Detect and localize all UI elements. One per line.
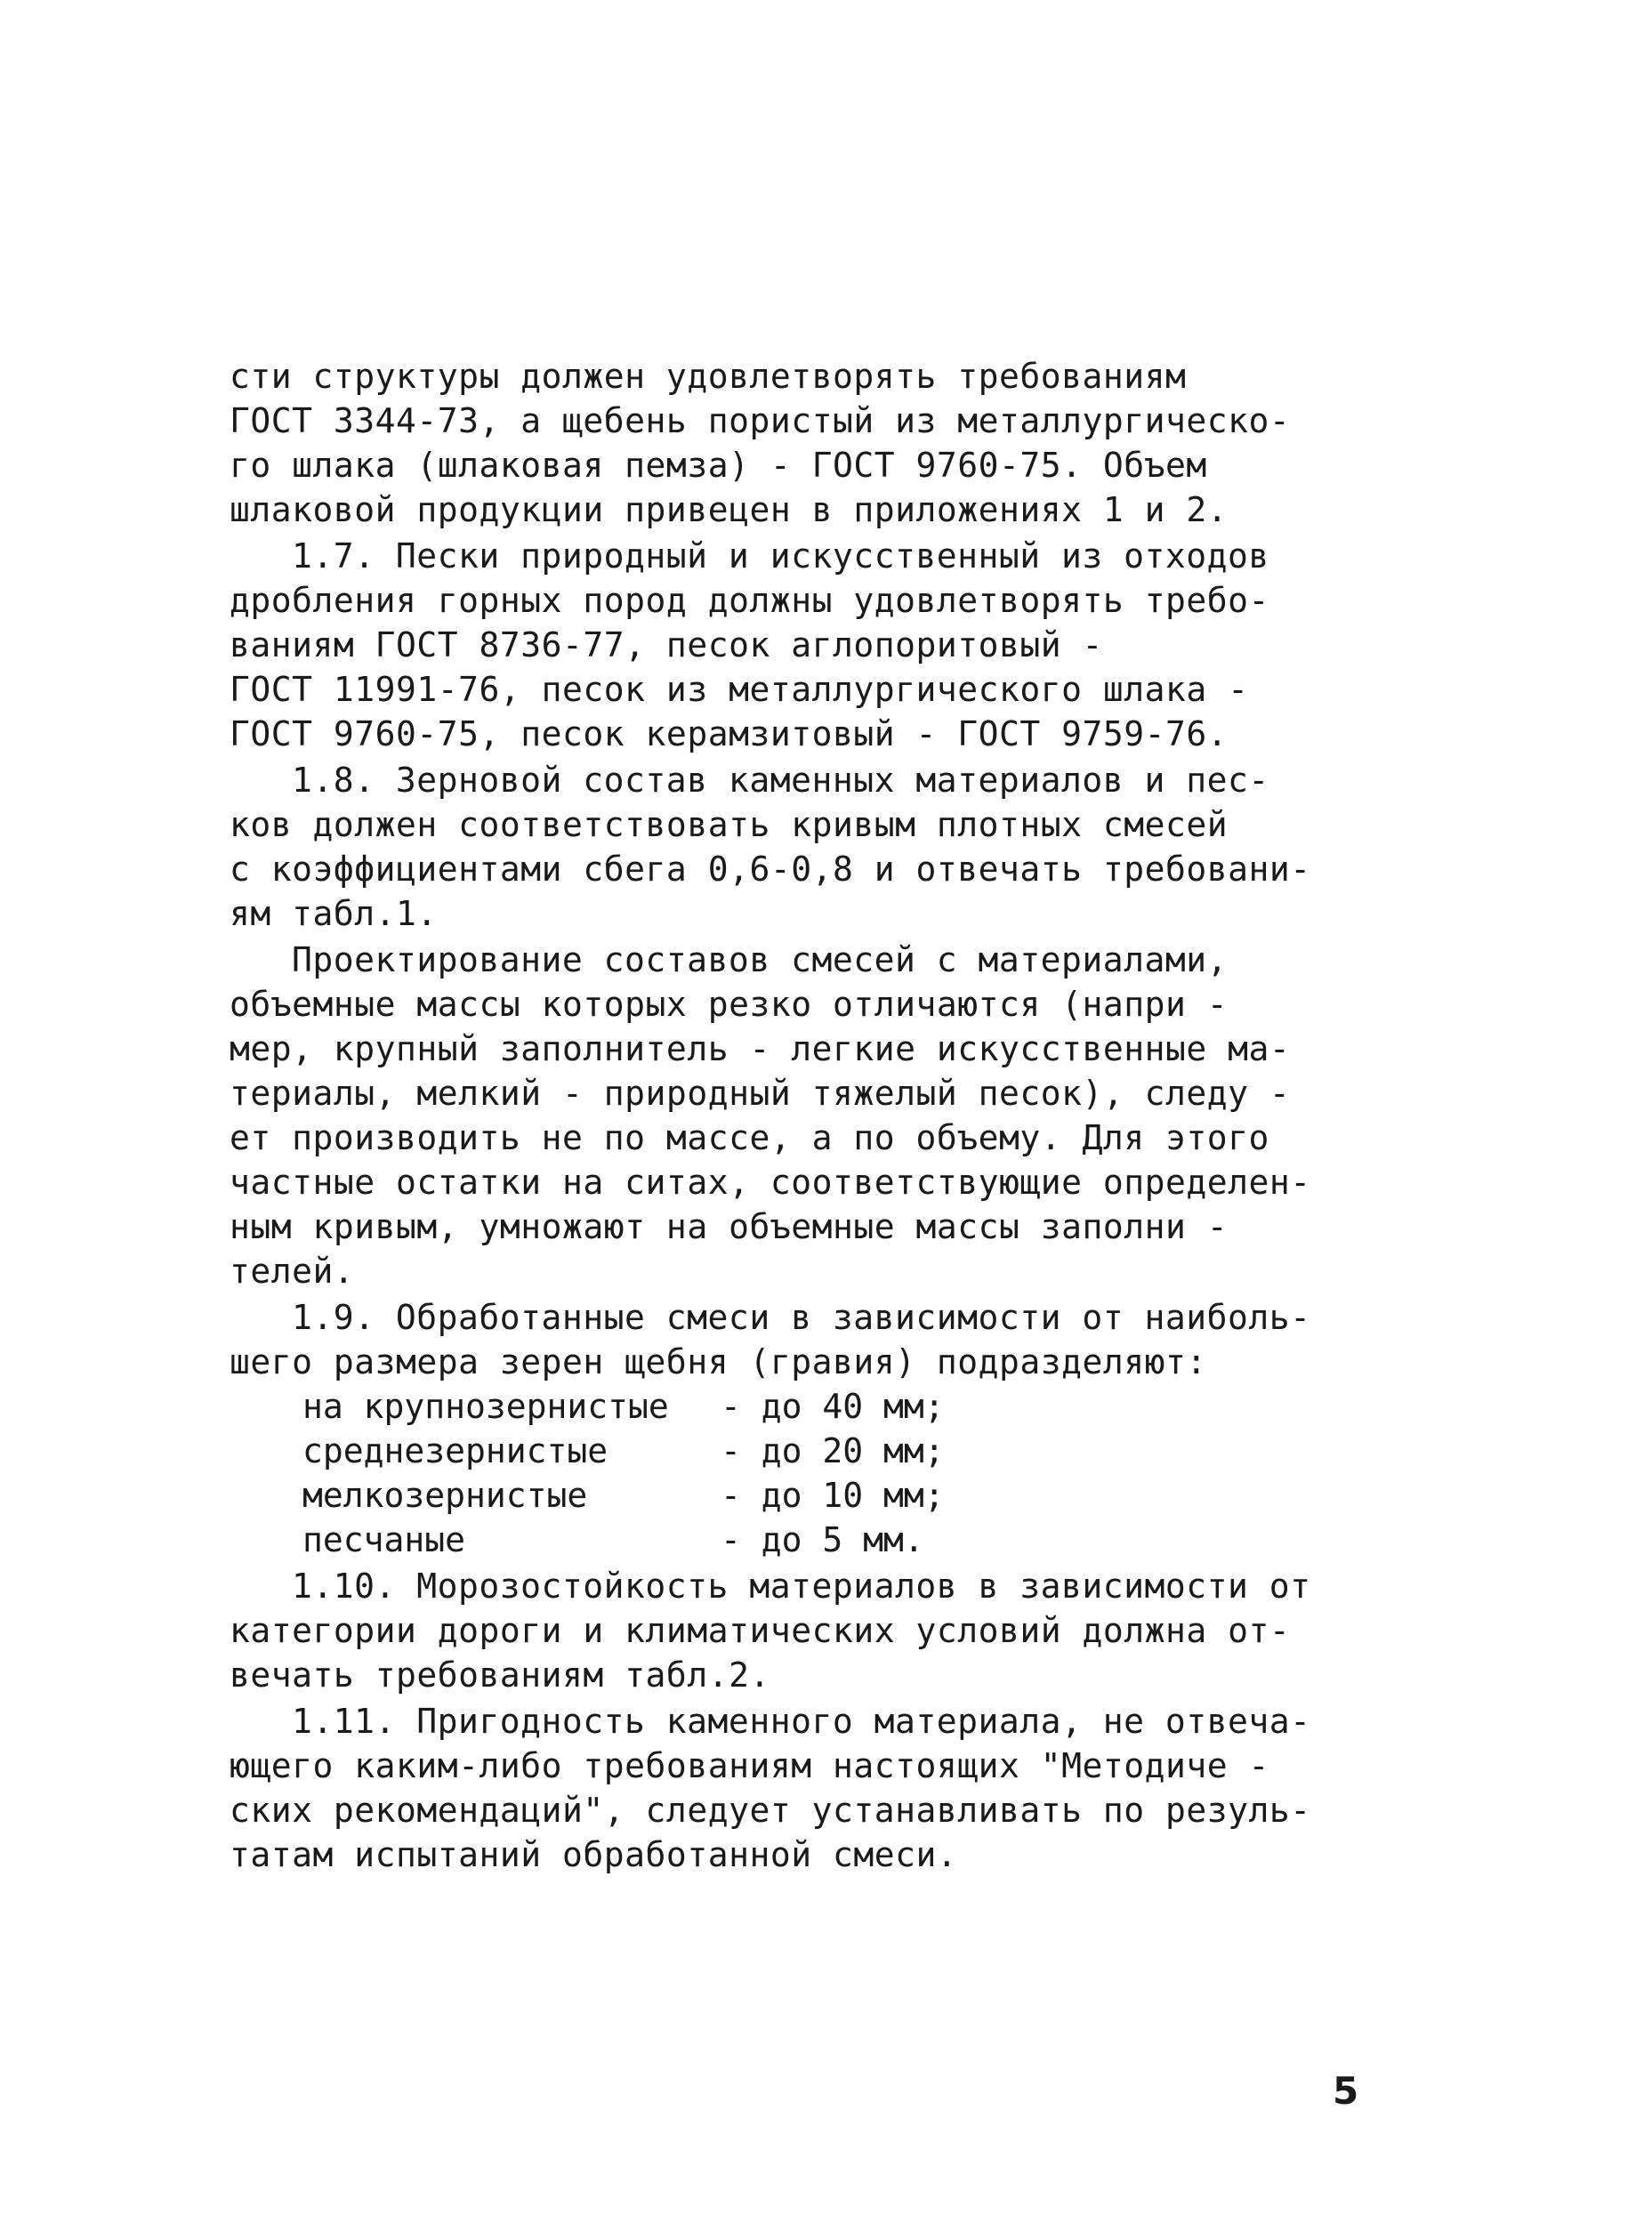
list-item-name: среднезернистые	[302, 1431, 608, 1470]
text-line: ющего каким-либо требованиям настоящих "Методиче -	[230, 1746, 1269, 1785]
list-item-name: песчаные	[302, 1520, 466, 1559]
text-line: частные остатки на ситах, соответствующие определен-	[230, 1163, 1311, 1202]
text-line: татам испытаний обработанной смеси.	[230, 1835, 958, 1874]
text-line: категории дороги и климатических условий должна от-	[230, 1611, 1291, 1650]
paragraph-1-9-start: 1.9. Обработанные смеси в зависимости от наиболь-	[292, 1298, 1311, 1337]
text-line: мер, крупный заполнитель - легкие искусственные ма-	[230, 1029, 1291, 1068]
paragraph-1-7-start: 1.7. Пески природный и искусственный из отходов	[292, 536, 1269, 576]
body-text	[230, 354, 1386, 1877]
text-line: ваниям ГОСТ 8736-77, песок аглопоритовый -	[230, 625, 1103, 664]
text-line: вечать требованиям табл.2.	[230, 1655, 770, 1695]
list-item-name: на крупнозернистые	[302, 1387, 669, 1426]
text-line: ям табл.1.	[230, 894, 438, 933]
list-item-value: - до 10 мм;	[721, 1476, 945, 1515]
text-line: ГОСТ 11991-76, песок из металлургического шлака -	[230, 670, 1249, 709]
list-item-value: - до 20 мм;	[721, 1431, 945, 1470]
text-line: сти структуры должен удовлетворять требованиям	[230, 357, 1187, 396]
text-line: ков должен соответствовать кривым плотных смесей	[230, 805, 1229, 844]
list-item-name: мелкозернистые	[302, 1476, 588, 1515]
list-item	[230, 1473, 1386, 1518]
list-item	[230, 1518, 1386, 1562]
text-line: ГОСТ 9760-75, песок керамзитовый - ГОСТ 9759-76.	[230, 714, 1229, 753]
list-item	[230, 1429, 1386, 1473]
paragraph-1-10-start: 1.10. Морозостойкость материалов в зависимости от	[292, 1566, 1311, 1606]
text-line: териалы, мелкий - природный тяжелый песок), следу -	[230, 1074, 1291, 1113]
text-line: ным кривым, умножают на объемные массы заполни -	[230, 1207, 1229, 1246]
text-line: ет производить не по массе, а по объему. Для этого	[230, 1118, 1269, 1157]
paragraph-1-8-start: 1.8. Зерновой состав каменных материалов и пес-	[292, 761, 1269, 800]
page-number: 5	[1333, 2069, 1359, 2113]
text-line: с коэффициентами сбега 0,6-0,8 и отвечать требовани-	[230, 850, 1311, 889]
text-line: ГОСТ 3344-73, а щебень пористый из металлургическо-	[230, 401, 1291, 440]
list-item-value: - до 40 мм;	[721, 1387, 945, 1426]
paragraph-1-11-start: 1.11. Пригодность каменного материала, не отвеча-	[292, 1702, 1311, 1741]
text-line: шего размера зерен щебня (гравия) подразделяют:	[230, 1342, 1207, 1381]
text-line: го шлака (шлаковая пемза) - ГОСТ 9760-75. Объем	[230, 446, 1207, 485]
text-line: дробления горных пород должны удовлетворять требо-	[230, 581, 1269, 620]
list-item-value: - до 5 мм.	[721, 1520, 924, 1559]
paragraph-design-start: Проектирование составов смесей с материалами,	[292, 940, 1229, 979]
text-line: ских рекомендаций", следует устанавливать по резуль-	[230, 1791, 1311, 1830]
text-line: шлаковой продукции привецен в приложениях 1 и 2.	[230, 490, 1229, 529]
text-line: объемные массы которых резко отличаются (напри -	[230, 985, 1229, 1024]
text-line: телей.	[230, 1252, 355, 1291]
list-item	[230, 1384, 1386, 1429]
